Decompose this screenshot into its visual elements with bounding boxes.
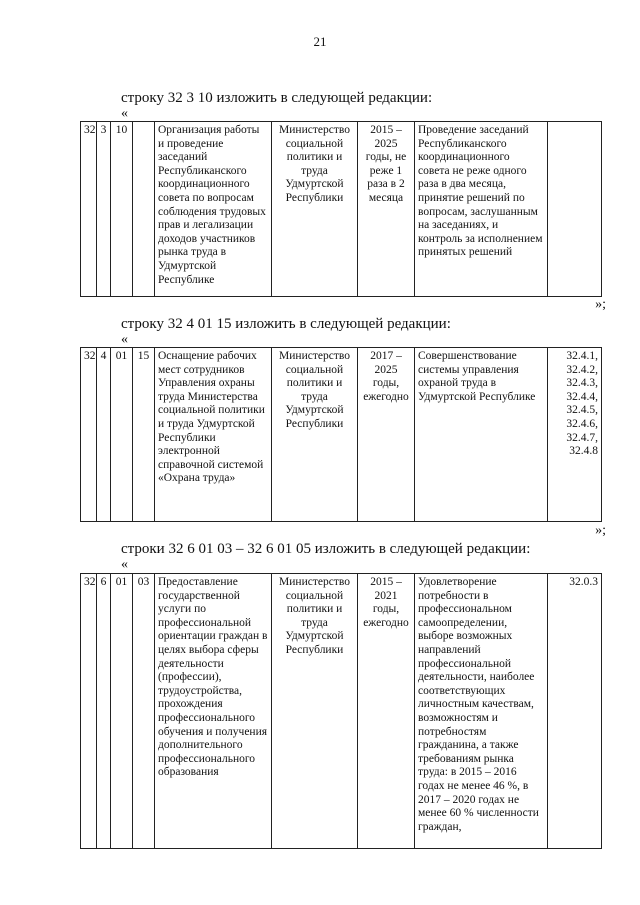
code-main-event: 10 <box>111 122 133 297</box>
event-name-cell: Предоставление государственной услуги по профессиональной ориентации граждан в целях выбора сферы деятельности (профессии), трудоустройства, прохождения профессионального обучения и получения дополнительного профессионального образования <box>155 574 272 849</box>
result-cell: Проведение заседаний Республиканского координационного совета не реже одного раза в два месяца, принятие решений по вопросам, заслушанным на заседаниях, и контроль за исполнением принятых решений <box>415 122 548 297</box>
event-name-cell: Оснащение рабочих мест сотрудников Управления охраны труда Министерства социальной политики и труда Удмуртской Республики электронной справочной системой «Охрана труда» <box>155 348 272 522</box>
code-main-event: 01 <box>111 348 133 522</box>
indicator-links-cell <box>548 574 602 849</box>
section-heading: строку 32 4 01 15 изложить в следующей редакции: <box>121 316 451 332</box>
open-quote: « <box>121 106 128 121</box>
page-number: 21 <box>313 34 327 49</box>
program-row-table <box>80 573 602 849</box>
event-name-cell: Организация работы и проведение заседаний Республиканского координационного совета по вопросам соблюдения трудовых прав и легализации доходов участников рынка труда в Удмуртской Республике <box>155 122 272 297</box>
code-program: 32 <box>81 122 97 297</box>
result-cell: Совершенствование системы управления охраной труда в Удмуртской Республике <box>415 348 548 522</box>
code-program: 32 <box>81 574 97 849</box>
table-row <box>81 574 602 849</box>
close-quote: »; <box>595 297 606 312</box>
term-cell: 2015 – 2025 годы, не реже 1 раза в 2 месяца <box>358 122 415 297</box>
code-main-event: 01 <box>111 574 133 849</box>
indicator-links-cell <box>548 348 602 522</box>
indicator-link: 32.4.2, <box>566 363 598 376</box>
section-heading: строку 32 3 10 изложить в следующей редакции: <box>121 90 433 106</box>
executor-cell: Министерство социальной политики и труда Удмуртской Республики <box>272 574 358 849</box>
code-event: 03 <box>133 574 155 849</box>
code-event: 15 <box>133 348 155 522</box>
indicator-link: 32.0.3 <box>569 576 598 588</box>
executor-cell: Министерство социальной политики и труда Удмуртской Республики <box>272 348 358 522</box>
indicator-links-cell <box>548 122 602 297</box>
indicator-link: 32.4.7, <box>566 431 598 444</box>
section-heading: строки 32 6 01 03 – 32 6 01 05 изложить в следующей редакции: <box>121 541 531 557</box>
indicator-link: 32.4.8 <box>569 445 598 458</box>
indicator-link: 32.4.1, <box>566 350 598 362</box>
code-subprogram: 4 <box>97 348 111 522</box>
table-row <box>81 122 602 297</box>
term-cell: 2017 – 2025 годы, ежегодно <box>358 348 415 522</box>
open-quote: « <box>121 557 128 572</box>
table-row <box>81 348 602 522</box>
executor-cell: Министерство социальной политики и труда Удмуртской Республики <box>272 122 358 297</box>
code-subprogram: 6 <box>97 574 111 849</box>
code-subprogram: 3 <box>97 122 111 297</box>
program-row-table <box>80 347 602 522</box>
code-program: 32 <box>81 348 97 522</box>
indicator-link: 32.4.4, <box>566 390 598 403</box>
indicator-link: 32.4.6, <box>566 417 598 430</box>
indicator-link: 32.4.3, <box>566 377 598 390</box>
code-event <box>133 122 155 297</box>
program-row-table <box>80 121 602 297</box>
close-quote: »; <box>595 523 606 538</box>
indicator-link: 32.4.5, <box>566 404 598 417</box>
term-cell: 2015 – 2021 годы, ежегодно <box>358 574 415 849</box>
result-cell: Удовлетворение потребности в профессиональном самоопределении, выборе возможных направлений профессиональной деятельности, наиболее соответствующих личностным качествам, возможностям и потребностям гражданина, а также требованиям рынка труда: в 2015 – 2016 годах не менее 46 %, в 2017 – 2020 годах не менее 60 % численности граждан, <box>415 574 548 849</box>
open-quote: « <box>121 332 128 347</box>
